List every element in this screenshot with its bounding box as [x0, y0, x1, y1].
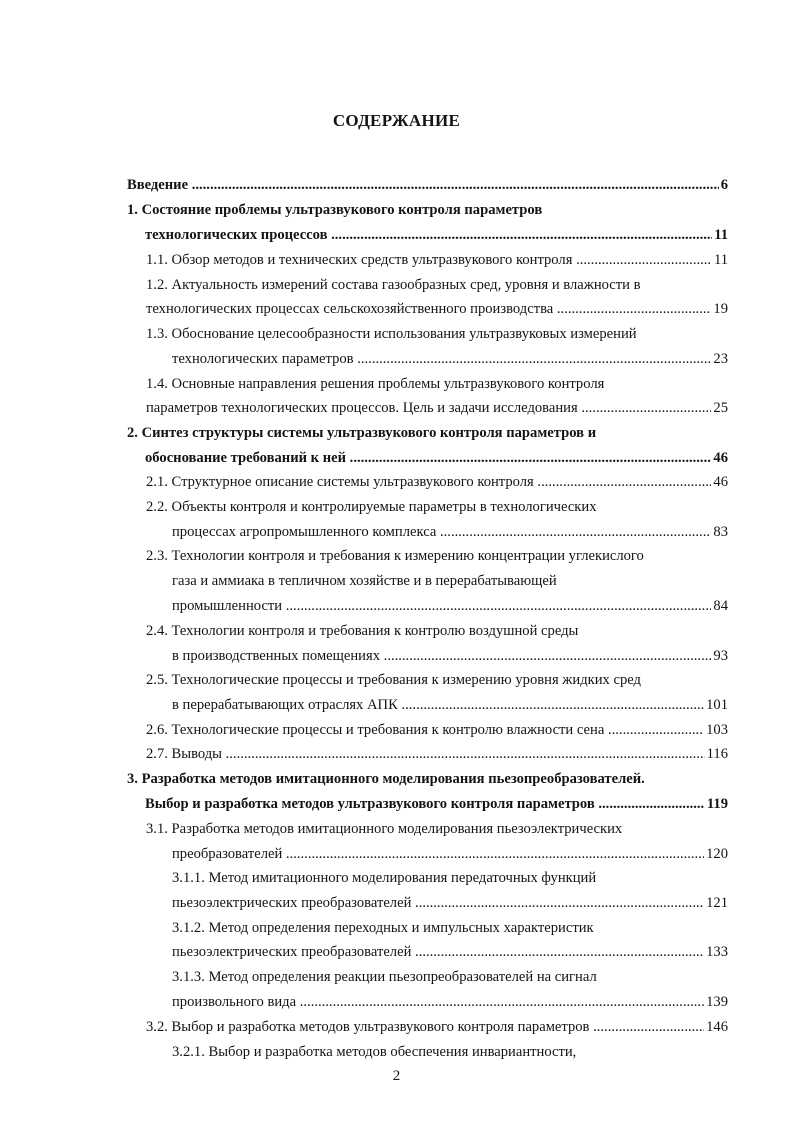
toc-entry-3-1-1-cont[interactable]: [172, 894, 728, 912]
toc-entry-chapter-1-cont[interactable]: [145, 226, 728, 244]
toc-entry-2-5-cont[interactable]: [172, 696, 728, 714]
toc-page-number: 120: [706, 846, 728, 862]
toc-entry-text: 1. Состояние проблемы ультразвукового контроля параметров: [127, 202, 543, 218]
toc-entry-text: 2.3. Технологии контроля и требования к измерению концентрации углекислого: [146, 548, 644, 564]
toc-page-number: 139: [706, 994, 728, 1010]
toc-entry-text: 1.4. Основные направления решения проблемы ультразвукового контроля: [146, 376, 605, 392]
toc-entry-1-4[interactable]: [146, 375, 728, 393]
toc-page-number: 119: [706, 796, 728, 812]
toc-page-number: 121: [706, 895, 728, 911]
toc-entry-text: 1.2. Актуальность измерений состава газообразных сред, уровня и влажности в: [146, 277, 641, 293]
toc-entry-2-1[interactable]: [146, 473, 728, 491]
toc-entry-3-1-3[interactable]: [172, 968, 728, 986]
toc-page-number: 83: [713, 524, 728, 540]
toc-page-number: 25: [713, 400, 728, 416]
toc-entry-text: Введение: [127, 177, 189, 193]
toc-page-number: 116: [706, 746, 728, 762]
page-number: 2: [392, 1068, 401, 1084]
toc-page-number: 93: [713, 648, 728, 664]
toc-entry-text: обоснование требований к ней: [145, 450, 347, 466]
toc-entry-text: Выбор и разработка методов ультразвукового контроля параметров: [145, 796, 595, 812]
toc-entry-chapter-3-cont[interactable]: [145, 795, 728, 813]
toc-entry-2-4-cont[interactable]: [172, 647, 728, 665]
toc-entry-text: 1.1. Обзор методов и технических средств ультразвукового контроля: [146, 252, 573, 268]
toc-entry-chapter-3[interactable]: [127, 770, 728, 788]
toc-entry-text: 1.3. Обоснование целесообразности использования ультразвуковых измерений: [146, 326, 637, 342]
toc-entry-1-2[interactable]: [146, 276, 728, 294]
toc-entry-3-1-3-cont[interactable]: [172, 993, 728, 1011]
toc-entry-text: 2.4. Технологии контроля и требования к контролю воздушной среды: [146, 623, 579, 639]
toc-entry-2-7[interactable]: [146, 745, 728, 763]
toc-entry-text: 2.6. Технологические процессы и требования к контролю влажности сена: [146, 722, 605, 738]
toc-entry-text: параметров технологических процессов. Цель и задачи исследования: [146, 400, 578, 416]
page-title: СОДЕРЖАНИЕ: [332, 111, 461, 130]
toc-entry-text: в перерабатывающих отраслях АПК: [172, 697, 398, 713]
toc-entry-text: 3.1. Разработка методов имитационного моделирования пьезоэлектрических: [146, 821, 623, 837]
toc-entry-text: промышленности: [172, 598, 283, 614]
toc-entry-1-4-cont[interactable]: [146, 399, 728, 417]
toc-entry-text: 3.2.1. Выбор и разработка методов обеспечения инвариантности,: [172, 1044, 577, 1060]
toc-entry-2-5[interactable]: [146, 671, 728, 689]
toc-entry-text: пьезоэлектрических преобразователей: [172, 944, 412, 960]
toc-page-number: 6: [720, 177, 728, 193]
toc-page-number: 46: [713, 450, 728, 466]
toc-entry-text: 3.1.3. Метод определения реакции пьезопреобразователей на сигнал: [172, 969, 597, 985]
toc-entry-text: 3. Разработка методов имитационного моделирования пьезопреобразователей.: [127, 771, 645, 787]
toc-page-number: 11: [714, 227, 728, 243]
toc-page-number: 46: [713, 474, 728, 490]
toc-entry-3-1-2-cont[interactable]: [172, 943, 728, 961]
toc-entry-text: 3.1.1. Метод имитационного моделирования передаточных функций: [172, 870, 597, 886]
toc-entry-text: преобразователей: [172, 846, 283, 862]
toc-entry-3-2[interactable]: [146, 1018, 728, 1036]
toc-entry-3-1-cont[interactable]: [172, 845, 728, 863]
toc-entry-1-3[interactable]: [146, 325, 728, 343]
toc-entry-text: 2.7. Выводы: [146, 746, 222, 762]
toc-entry-chapter-2-cont[interactable]: [145, 449, 728, 467]
toc-page-number: 23: [713, 351, 728, 367]
toc-entry-2-4[interactable]: [146, 622, 728, 640]
toc-entry-text: газа и аммиака в тепличном хозяйстве и в перерабатывающей: [172, 573, 557, 589]
toc-entry-text: 2.5. Технологические процессы и требования к измерению уровня жидких сред: [146, 672, 641, 688]
toc-page-number: 19: [713, 301, 728, 317]
toc-entry-text: 3.2. Выбор и разработка методов ультразвукового контроля параметров: [146, 1019, 590, 1035]
toc-entry-text: 2. Синтез структуры системы ультразвукового контроля параметров и: [127, 425, 597, 441]
toc-entry-text: технологических процессов: [145, 227, 328, 243]
toc-entry-text: процессах агропромышленного комплекса: [172, 524, 437, 540]
toc-page-number: 84: [713, 598, 728, 614]
toc-entry-chapter-1[interactable]: [127, 201, 728, 219]
toc-page-number: 103: [706, 722, 728, 738]
toc-entry-1-3-cont[interactable]: [172, 350, 728, 368]
toc-entry-introduction[interactable]: [127, 176, 728, 194]
toc-page-number: 133: [706, 944, 728, 960]
toc-page-number: 11: [713, 252, 728, 268]
toc-entry-text: пьезоэлектрических преобразователей: [172, 895, 412, 911]
toc-entry-2-3-cont[interactable]: [172, 572, 728, 590]
toc-page-number: 146: [706, 1019, 728, 1035]
toc-entry-3-1-2[interactable]: [172, 919, 728, 937]
toc-entry-3-2-1[interactable]: [172, 1043, 728, 1061]
toc-entry-2-3[interactable]: [146, 547, 728, 565]
toc-entry-2-2-cont[interactable]: [172, 523, 728, 541]
toc-entry-text: технологических процессах сельскохозяйственного производства: [146, 301, 554, 317]
toc-entry-chapter-2[interactable]: [127, 424, 728, 442]
toc-entry-1-2-cont[interactable]: [146, 300, 728, 318]
toc-entry-text: 2.1. Структурное описание системы ультразвукового контроля: [146, 474, 534, 490]
toc-entry-2-3-cont2[interactable]: [172, 597, 728, 615]
toc-entry-text: произвольного вида: [172, 994, 297, 1010]
toc-entry-text: 3.1.2. Метод определения переходных и импульсных характеристик: [172, 920, 594, 936]
toc-entry-2-6[interactable]: [146, 721, 728, 739]
toc-entry-1-1[interactable]: [146, 251, 728, 269]
toc-entry-3-1-1[interactable]: [172, 869, 728, 887]
toc-entry-text: технологических параметров: [172, 351, 354, 367]
toc-entry-3-1[interactable]: [146, 820, 728, 838]
toc-page-number: 101: [706, 697, 728, 713]
toc-entry-text: в производственных помещениях: [172, 648, 381, 664]
toc-entry-2-2[interactable]: [146, 498, 728, 516]
toc-entry-text: 2.2. Объекты контроля и контролируемые параметры в технологических: [146, 499, 597, 515]
